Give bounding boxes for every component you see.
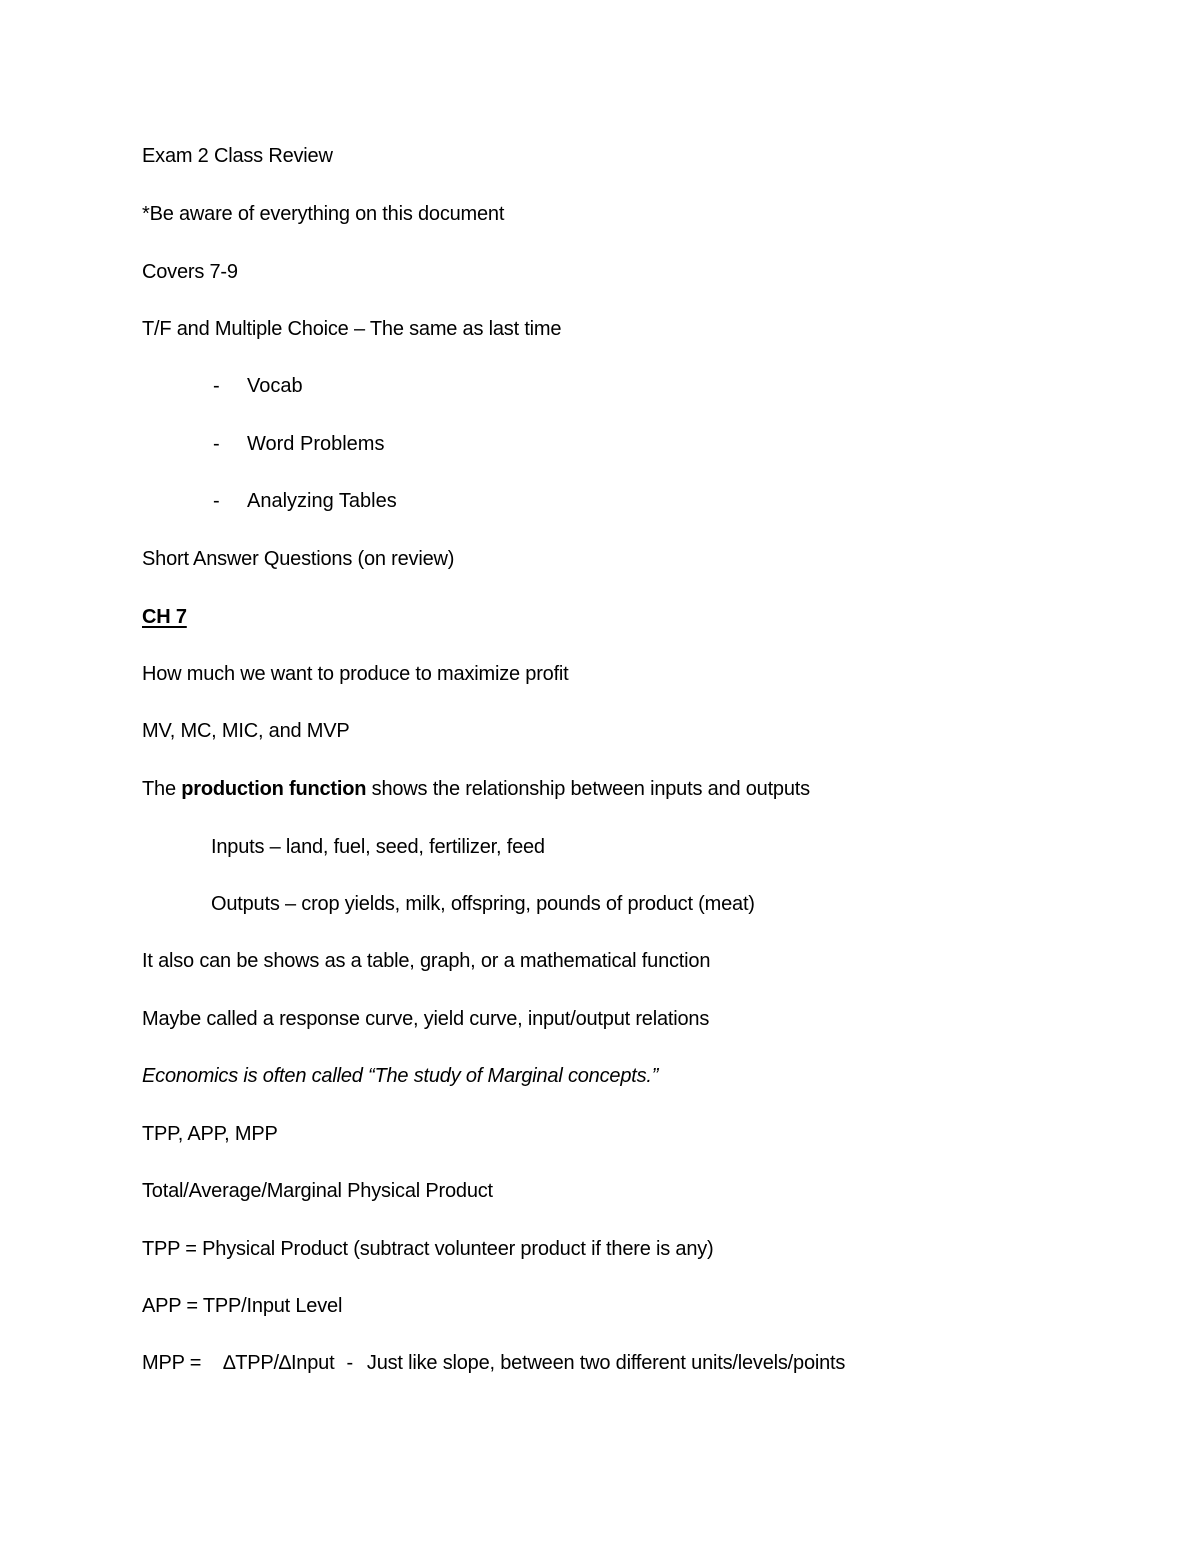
list-item-text: Vocab	[247, 375, 303, 397]
mpp-definition	[142, 1351, 845, 1375]
mpp-formula: ∆TPP/∆Input	[223, 1352, 335, 1374]
mv-mc-line: MV, MC, MIC, and MVP	[142, 720, 350, 742]
format-line: T/F and Multiple Choice – The same as last time	[142, 318, 562, 340]
list-item-text: Word Problems	[247, 433, 385, 455]
covers-line: Covers 7-9	[142, 261, 238, 283]
list-dash: -	[213, 433, 220, 455]
app-definition: APP = TPP/Input Level	[142, 1295, 343, 1317]
tpp-full-line: Total/Average/Marginal Physical Product	[142, 1180, 493, 1202]
short-answer-line: Short Answer Questions (on review)	[142, 548, 455, 570]
profit-line: How much we want to produce to maximize profit	[142, 663, 569, 685]
list-dash: -	[213, 375, 220, 397]
mpp-note: Just like slope, between two different units/levels/points	[366, 1352, 846, 1374]
production-function-suffix: shows the relationship between inputs and outputs	[371, 778, 810, 800]
mpp-dash: -	[346, 1352, 353, 1374]
list-dash: -	[213, 490, 220, 512]
document-title: Exam 2 Class Review	[142, 145, 333, 167]
outputs-line: Outputs – crop yields, milk, offspring, pounds of product (meat)	[211, 893, 755, 915]
awareness-note: *Be aware of everything on this document	[142, 203, 505, 225]
tpp-list-line: TPP, APP, MPP	[142, 1123, 278, 1145]
production-function-term: production function	[181, 778, 367, 800]
list-item-text: Analyzing Tables	[247, 490, 397, 512]
production-function-line	[142, 777, 810, 801]
chapter-heading: CH 7	[142, 606, 187, 628]
called-line: Maybe called a response curve, yield curve, input/output relations	[142, 1008, 710, 1030]
tpp-definition: TPP = Physical Product (subtract volunteer product if there is any)	[142, 1238, 714, 1260]
shown-as-line: It also can be shows as a table, graph, or a mathematical function	[142, 950, 711, 972]
production-function-prefix: The	[142, 778, 176, 800]
inputs-line: Inputs – land, fuel, seed, fertilizer, feed	[211, 836, 545, 858]
economics-quote: Economics is often called “The study of Marginal concepts.”	[142, 1065, 659, 1087]
mpp-label: MPP =	[142, 1352, 202, 1374]
